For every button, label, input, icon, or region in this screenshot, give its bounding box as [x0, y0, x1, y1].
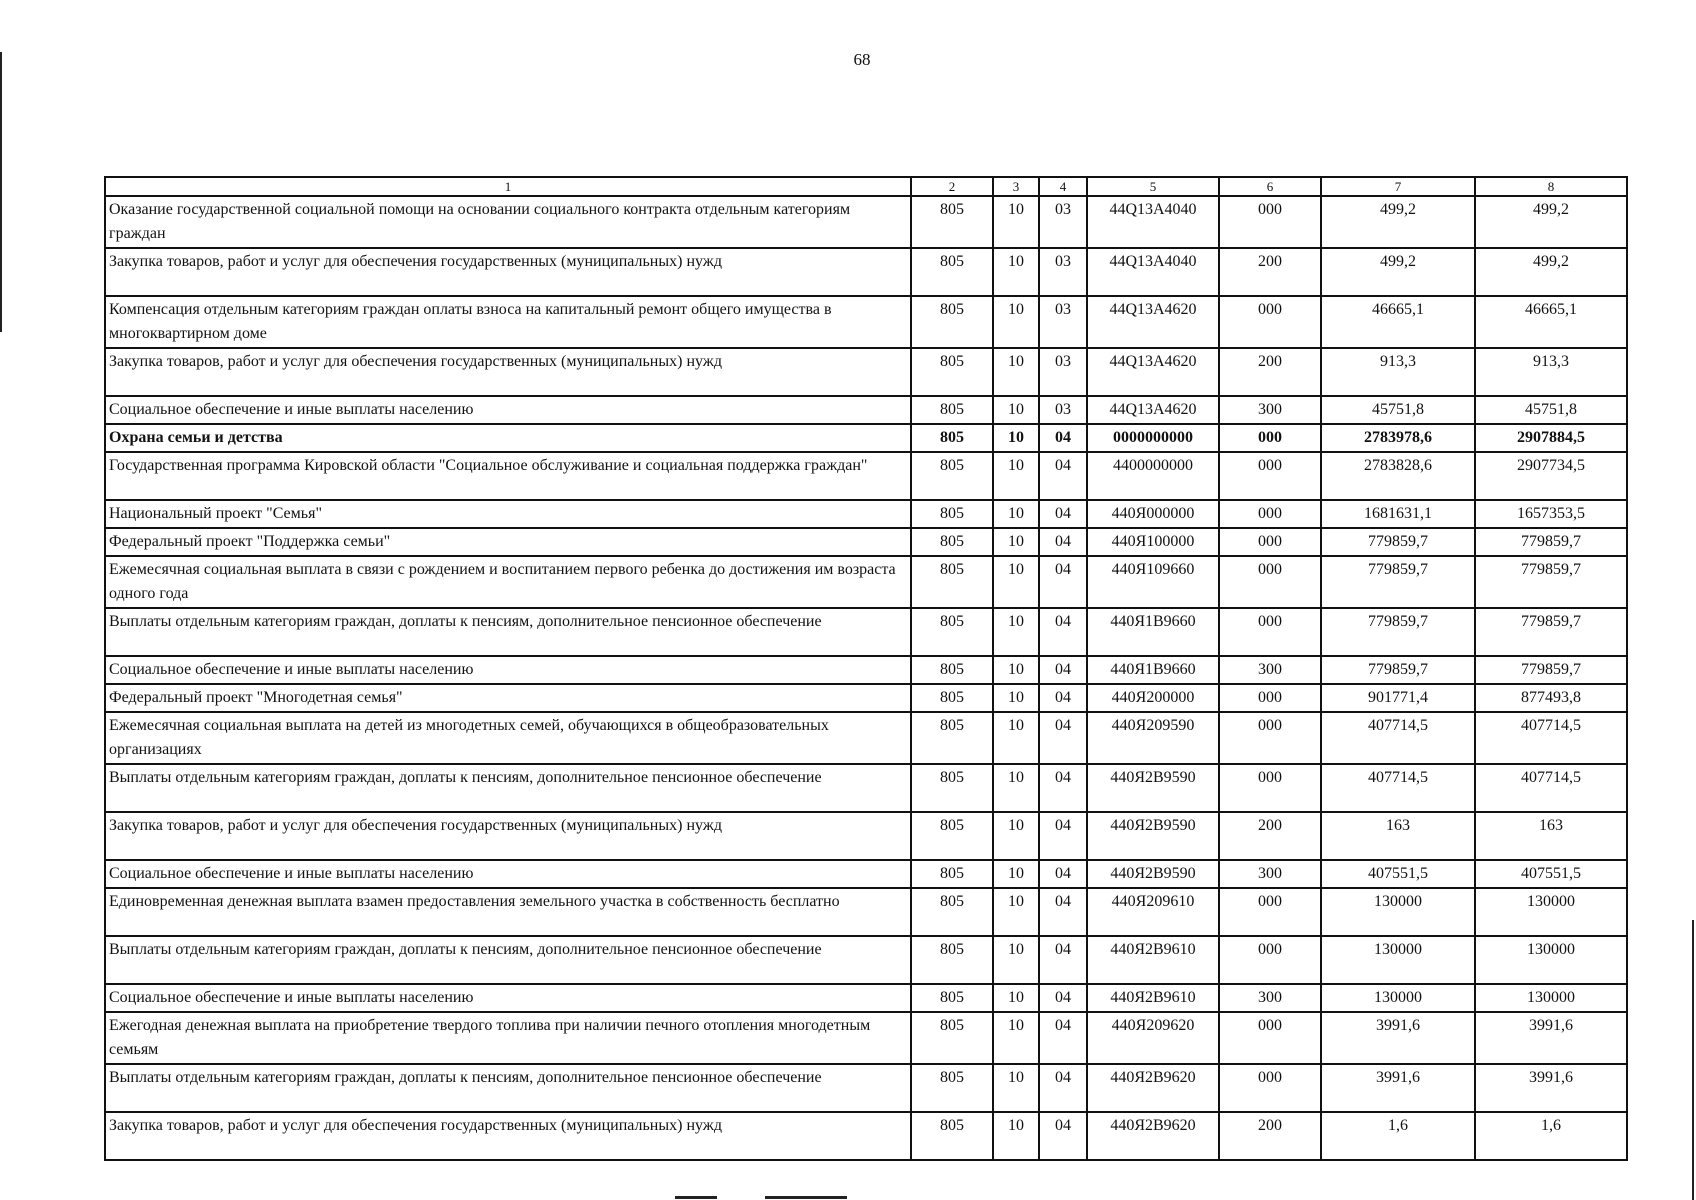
expense-type-cell: 200: [1219, 812, 1321, 860]
section-code-cell: 805: [911, 296, 993, 348]
amount-year2-cell: 499,2: [1475, 196, 1627, 248]
table-row: [105, 860, 1627, 888]
row-name-cell: Выплаты отдельным категориям граждан, доплаты к пенсиям, дополнительное пенсионное обеспечение: [105, 608, 911, 656]
section-code-cell: 805: [911, 500, 993, 528]
amount-year1-cell: 779859,7: [1321, 556, 1475, 608]
expense-type-cell: 000: [1219, 500, 1321, 528]
amount-year2-cell: 163: [1475, 812, 1627, 860]
scan-bottom-mark: [675, 1196, 717, 1199]
target-article-cell: 440Я000000: [1087, 500, 1219, 528]
amount-year1-cell: 163: [1321, 812, 1475, 860]
section-code-cell: 805: [911, 764, 993, 812]
expense-type-cell: 000: [1219, 528, 1321, 556]
amount-year2-cell: 45751,8: [1475, 396, 1627, 424]
amount-year1-cell: 499,2: [1321, 248, 1475, 296]
subsection-code-cell: 04: [1039, 1012, 1087, 1064]
expense-type-cell: 300: [1219, 860, 1321, 888]
subsection-code-cell: 03: [1039, 248, 1087, 296]
row-name-cell: Охрана семьи и детства: [105, 424, 911, 452]
chapter-code-cell: 10: [993, 296, 1039, 348]
amount-year2-cell: 2907884,5: [1475, 424, 1627, 452]
subsection-code-cell: 03: [1039, 348, 1087, 396]
chapter-code-cell: 10: [993, 452, 1039, 500]
row-name-cell: Государственная программа Кировской области "Социальное обслуживание и социальная поддержка граждан": [105, 452, 911, 500]
expense-type-cell: 000: [1219, 764, 1321, 812]
row-name-cell: Выплаты отдельным категориям граждан, доплаты к пенсиям, дополнительное пенсионное обеспечение: [105, 1064, 911, 1112]
amount-year1-cell: 130000: [1321, 936, 1475, 984]
target-article-cell: 440Я209590: [1087, 712, 1219, 764]
table-row: [105, 1112, 1627, 1160]
subsection-code-cell: 04: [1039, 860, 1087, 888]
amount-year1-cell: 3991,6: [1321, 1012, 1475, 1064]
column-header: 8: [1475, 177, 1627, 196]
target-article-cell: 440Я100000: [1087, 528, 1219, 556]
section-code-cell: 805: [911, 1112, 993, 1160]
expense-type-cell: 200: [1219, 1112, 1321, 1160]
amount-year1-cell: 407551,5: [1321, 860, 1475, 888]
chapter-code-cell: 10: [993, 248, 1039, 296]
section-code-cell: 805: [911, 888, 993, 936]
chapter-code-cell: 10: [993, 812, 1039, 860]
section-code-cell: 805: [911, 1064, 993, 1112]
subsection-code-cell: 04: [1039, 936, 1087, 984]
subsection-code-cell: 04: [1039, 712, 1087, 764]
section-code-cell: 805: [911, 396, 993, 424]
section-code-cell: 805: [911, 608, 993, 656]
table-row: [105, 528, 1627, 556]
subsection-code-cell: 04: [1039, 984, 1087, 1012]
subsection-code-cell: 04: [1039, 528, 1087, 556]
amount-year1-cell: 3991,6: [1321, 1064, 1475, 1112]
chapter-code-cell: 10: [993, 656, 1039, 684]
expense-type-cell: 000: [1219, 296, 1321, 348]
expense-type-cell: 000: [1219, 424, 1321, 452]
expense-type-cell: 000: [1219, 936, 1321, 984]
table-row: [105, 608, 1627, 656]
table-row: [105, 984, 1627, 1012]
table-row: [105, 1064, 1627, 1112]
target-article-cell: 440Я209610: [1087, 888, 1219, 936]
subsection-code-cell: 04: [1039, 556, 1087, 608]
row-name-cell: Социальное обеспечение и иные выплаты населению: [105, 396, 911, 424]
expense-type-cell: 200: [1219, 348, 1321, 396]
amount-year2-cell: 130000: [1475, 888, 1627, 936]
section-code-cell: 805: [911, 684, 993, 712]
subsection-code-cell: 03: [1039, 396, 1087, 424]
amount-year1-cell: 901771,4: [1321, 684, 1475, 712]
subsection-code-cell: 03: [1039, 196, 1087, 248]
table-row: [105, 424, 1627, 452]
section-code-cell: 805: [911, 452, 993, 500]
subsection-code-cell: 04: [1039, 1112, 1087, 1160]
row-name-cell: Ежемесячная социальная выплата на детей из многодетных семей, обучающихся в общеобразовательных организациях: [105, 712, 911, 764]
chapter-code-cell: 10: [993, 396, 1039, 424]
amount-year2-cell: 407714,5: [1475, 764, 1627, 812]
table-row: [105, 888, 1627, 936]
amount-year2-cell: 1,6: [1475, 1112, 1627, 1160]
row-name-cell: Социальное обеспечение и иные выплаты населению: [105, 656, 911, 684]
chapter-code-cell: 10: [993, 608, 1039, 656]
table-row: [105, 348, 1627, 396]
subsection-code-cell: 04: [1039, 812, 1087, 860]
target-article-cell: 440Я2В9590: [1087, 764, 1219, 812]
target-article-cell: 0000000000: [1087, 424, 1219, 452]
table-row: [105, 500, 1627, 528]
chapter-code-cell: 10: [993, 684, 1039, 712]
chapter-code-cell: 10: [993, 528, 1039, 556]
column-header: 1: [105, 177, 911, 196]
amount-year1-cell: 779859,7: [1321, 528, 1475, 556]
target-article-cell: 440Я2В9610: [1087, 936, 1219, 984]
column-header: 3: [993, 177, 1039, 196]
section-code-cell: 805: [911, 812, 993, 860]
row-name-cell: Социальное обеспечение и иные выплаты населению: [105, 860, 911, 888]
row-name-cell: Выплаты отдельным категориям граждан, доплаты к пенсиям, дополнительное пенсионное обеспечение: [105, 764, 911, 812]
chapter-code-cell: 10: [993, 984, 1039, 1012]
amount-year1-cell: 130000: [1321, 888, 1475, 936]
target-article-cell: 440Я1В9660: [1087, 608, 1219, 656]
expense-type-cell: 200: [1219, 248, 1321, 296]
expense-type-cell: 000: [1219, 452, 1321, 500]
amount-year2-cell: 913,3: [1475, 348, 1627, 396]
chapter-code-cell: 10: [993, 712, 1039, 764]
amount-year1-cell: 2783828,6: [1321, 452, 1475, 500]
amount-year2-cell: 499,2: [1475, 248, 1627, 296]
section-code-cell: 805: [911, 860, 993, 888]
expense-type-cell: 000: [1219, 888, 1321, 936]
amount-year1-cell: 407714,5: [1321, 764, 1475, 812]
expense-type-cell: 000: [1219, 608, 1321, 656]
column-header: 4: [1039, 177, 1087, 196]
amount-year1-cell: 1681631,1: [1321, 500, 1475, 528]
expense-type-cell: 000: [1219, 196, 1321, 248]
section-code-cell: 805: [911, 424, 993, 452]
table-row: [105, 684, 1627, 712]
row-name-cell: Федеральный проект "Многодетная семья": [105, 684, 911, 712]
row-name-cell: Единовременная денежная выплата взамен предоставления земельного участка в собственность бесплатно: [105, 888, 911, 936]
amount-year2-cell: 130000: [1475, 984, 1627, 1012]
amount-year2-cell: 3991,6: [1475, 1064, 1627, 1112]
amount-year2-cell: 1657353,5: [1475, 500, 1627, 528]
target-article-cell: 440Я209620: [1087, 1012, 1219, 1064]
table-row: [105, 712, 1627, 764]
amount-year1-cell: 499,2: [1321, 196, 1475, 248]
amount-year2-cell: 46665,1: [1475, 296, 1627, 348]
subsection-code-cell: 04: [1039, 684, 1087, 712]
table-row: [105, 812, 1627, 860]
amount-year1-cell: 913,3: [1321, 348, 1475, 396]
section-code-cell: 805: [911, 196, 993, 248]
column-header: 5: [1087, 177, 1219, 196]
target-article-cell: 44Q13A4040: [1087, 196, 1219, 248]
table-row: [105, 196, 1627, 248]
chapter-code-cell: 10: [993, 860, 1039, 888]
column-header: 2: [911, 177, 993, 196]
target-article-cell: 44Q13A4620: [1087, 348, 1219, 396]
table-row: [105, 248, 1627, 296]
amount-year2-cell: 779859,7: [1475, 656, 1627, 684]
amount-year1-cell: 130000: [1321, 984, 1475, 1012]
expense-type-cell: 300: [1219, 396, 1321, 424]
table-row: [105, 556, 1627, 608]
row-name-cell: Компенсация отдельным категориям граждан оплаты взноса на капитальный ремонт общего имущества в многоквартирном доме: [105, 296, 911, 348]
amount-year1-cell: 46665,1: [1321, 296, 1475, 348]
target-article-cell: 440Я2В9590: [1087, 860, 1219, 888]
header-row: [105, 177, 1627, 196]
amount-year2-cell: 3991,6: [1475, 1012, 1627, 1064]
row-name-cell: Выплаты отдельным категориям граждан, доплаты к пенсиям, дополнительное пенсионное обеспечение: [105, 936, 911, 984]
chapter-code-cell: 10: [993, 348, 1039, 396]
table-row: [105, 656, 1627, 684]
table-row: [105, 452, 1627, 500]
table-row: [105, 1012, 1627, 1064]
chapter-code-cell: 10: [993, 1012, 1039, 1064]
chapter-code-cell: 10: [993, 1112, 1039, 1160]
target-article-cell: 440Я2В9620: [1087, 1112, 1219, 1160]
subsection-code-cell: 04: [1039, 424, 1087, 452]
expense-type-cell: 000: [1219, 1064, 1321, 1112]
section-code-cell: 805: [911, 248, 993, 296]
row-name-cell: Закупка товаров, работ и услуг для обеспечения государственных (муниципальных) нужд: [105, 248, 911, 296]
subsection-code-cell: 04: [1039, 608, 1087, 656]
amount-year2-cell: 407551,5: [1475, 860, 1627, 888]
target-article-cell: 44Q13A4040: [1087, 248, 1219, 296]
amount-year2-cell: 877493,8: [1475, 684, 1627, 712]
target-article-cell: 440Я200000: [1087, 684, 1219, 712]
table-body: [105, 196, 1627, 1160]
scan-bottom-mark: [765, 1196, 847, 1199]
target-article-cell: 440Я1В9660: [1087, 656, 1219, 684]
amount-year2-cell: 2907734,5: [1475, 452, 1627, 500]
table-row: [105, 764, 1627, 812]
target-article-cell: 440Я109660: [1087, 556, 1219, 608]
expense-type-cell: 300: [1219, 984, 1321, 1012]
target-article-cell: 440Я2В9610: [1087, 984, 1219, 1012]
row-name-cell: Ежемесячная социальная выплата в связи с рождением и воспитанием первого ребенка до достижения им возраста одного года: [105, 556, 911, 608]
row-name-cell: Закупка товаров, работ и услуг для обеспечения государственных (муниципальных) нужд: [105, 348, 911, 396]
table-row: [105, 296, 1627, 348]
subsection-code-cell: 04: [1039, 1064, 1087, 1112]
amount-year1-cell: 1,6: [1321, 1112, 1475, 1160]
section-code-cell: 805: [911, 984, 993, 1012]
chapter-code-cell: 10: [993, 196, 1039, 248]
subsection-code-cell: 04: [1039, 500, 1087, 528]
chapter-code-cell: 10: [993, 424, 1039, 452]
target-article-cell: 440Я2В9620: [1087, 1064, 1219, 1112]
chapter-code-cell: 10: [993, 888, 1039, 936]
table-row: [105, 396, 1627, 424]
subsection-code-cell: 04: [1039, 656, 1087, 684]
column-header: 7: [1321, 177, 1475, 196]
amount-year2-cell: 407714,5: [1475, 712, 1627, 764]
amount-year1-cell: 779859,7: [1321, 656, 1475, 684]
row-name-cell: Национальный проект "Семья": [105, 500, 911, 528]
amount-year2-cell: 779859,7: [1475, 608, 1627, 656]
scan-edge-mark: [0, 52, 2, 332]
expense-type-cell: 000: [1219, 684, 1321, 712]
target-article-cell: 44Q13A4620: [1087, 396, 1219, 424]
budget-table: [104, 176, 1628, 1161]
chapter-code-cell: 10: [993, 936, 1039, 984]
amount-year2-cell: 130000: [1475, 936, 1627, 984]
target-article-cell: 44Q13A4620: [1087, 296, 1219, 348]
amount-year1-cell: 45751,8: [1321, 396, 1475, 424]
chapter-code-cell: 10: [993, 1064, 1039, 1112]
row-name-cell: Оказание государственной социальной помощи на основании социального контракта отдельным категориям граждан: [105, 196, 911, 248]
expense-type-cell: 000: [1219, 1012, 1321, 1064]
table-row: [105, 936, 1627, 984]
section-code-cell: 805: [911, 712, 993, 764]
target-article-cell: 4400000000: [1087, 452, 1219, 500]
row-name-cell: Закупка товаров, работ и услуг для обеспечения государственных (муниципальных) нужд: [105, 1112, 911, 1160]
amount-year1-cell: 407714,5: [1321, 712, 1475, 764]
subsection-code-cell: 04: [1039, 764, 1087, 812]
expense-type-cell: 300: [1219, 656, 1321, 684]
subsection-code-cell: 04: [1039, 888, 1087, 936]
column-header: 6: [1219, 177, 1321, 196]
amount-year1-cell: 2783978,6: [1321, 424, 1475, 452]
subsection-code-cell: 04: [1039, 452, 1087, 500]
section-code-cell: 805: [911, 656, 993, 684]
amount-year2-cell: 779859,7: [1475, 556, 1627, 608]
row-name-cell: Ежегодная денежная выплата на приобретение твердого топлива при наличии печного отопления многодетным семьям: [105, 1012, 911, 1064]
row-name-cell: Федеральный проект "Поддержка семьи": [105, 528, 911, 556]
expense-type-cell: 000: [1219, 556, 1321, 608]
scan-edge-mark: [1692, 920, 1694, 1200]
amount-year2-cell: 779859,7: [1475, 528, 1627, 556]
section-code-cell: 805: [911, 528, 993, 556]
section-code-cell: 805: [911, 936, 993, 984]
subsection-code-cell: 03: [1039, 296, 1087, 348]
amount-year1-cell: 779859,7: [1321, 608, 1475, 656]
row-name-cell: Закупка товаров, работ и услуг для обеспечения государственных (муниципальных) нужд: [105, 812, 911, 860]
expense-type-cell: 000: [1219, 712, 1321, 764]
page-number: 68: [853, 50, 871, 69]
row-name-cell: Социальное обеспечение и иные выплаты населению: [105, 984, 911, 1012]
chapter-code-cell: 10: [993, 500, 1039, 528]
section-code-cell: 805: [911, 348, 993, 396]
section-code-cell: 805: [911, 556, 993, 608]
target-article-cell: 440Я2В9590: [1087, 812, 1219, 860]
section-code-cell: 805: [911, 1012, 993, 1064]
chapter-code-cell: 10: [993, 764, 1039, 812]
chapter-code-cell: 10: [993, 556, 1039, 608]
